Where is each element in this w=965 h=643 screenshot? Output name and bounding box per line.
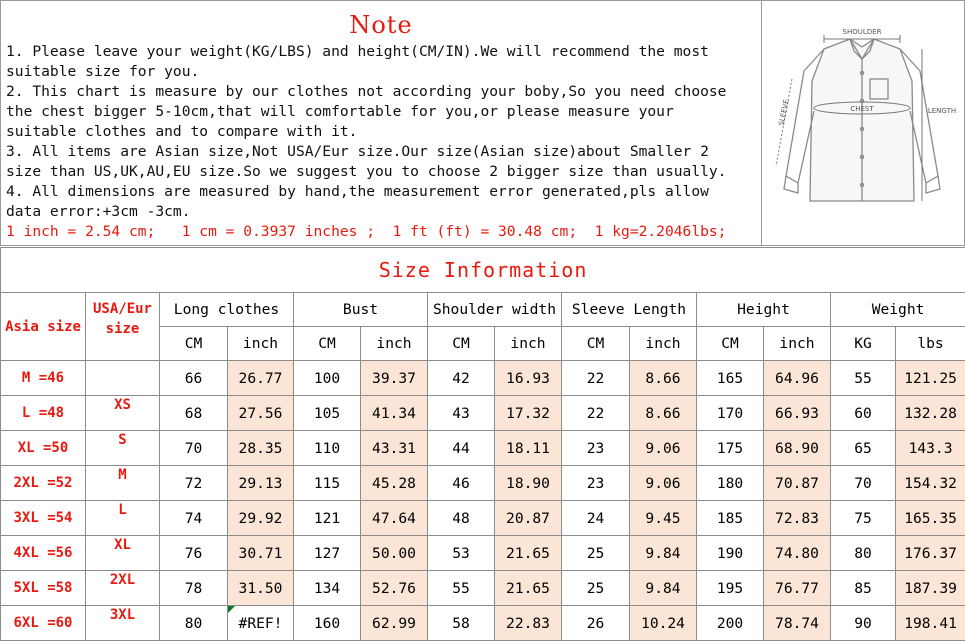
unit-header: inch [630, 327, 697, 361]
value-cell: 85 [831, 571, 896, 606]
value-cell: 72 [160, 466, 228, 501]
value-cell: 9.84 [630, 571, 697, 606]
value-cell: 47.64 [361, 501, 428, 536]
usa-size-cell [86, 501, 160, 536]
value-cell: 46 [428, 466, 495, 501]
usa-size-label: 3XL [109, 607, 136, 623]
value-cell: 9.84 [630, 536, 697, 571]
shoulder-label: SHOULDER [842, 28, 882, 36]
sleeve-label: SLEEVE [777, 98, 791, 127]
value-cell: 30.71 [228, 536, 294, 571]
unit-header: lbs [896, 327, 965, 361]
usa-size-label: M [118, 467, 127, 483]
unit-header: inch [228, 327, 294, 361]
value-cell: 190 [697, 536, 764, 571]
value-cell: 66 [160, 361, 228, 396]
usa-size-cell [86, 431, 160, 466]
unit-header: inch [495, 327, 562, 361]
value-cell: 24 [562, 501, 630, 536]
value-cell: 53 [428, 536, 495, 571]
value-cell: 121 [294, 501, 361, 536]
note-panel [0, 0, 762, 246]
value-cell: 80 [160, 606, 228, 641]
value-cell: 55 [428, 571, 495, 606]
conversion-line: 1 inch = 2.54 cm; 1 cm = 0.3937 inches ; 1 ft (ft) = 30.48 cm; 1 kg=2.2046lbs; [6, 223, 727, 240]
asia-size-cell: 2XL =52 [1, 466, 86, 501]
table-row [1, 466, 965, 501]
value-cell: 65 [831, 431, 896, 466]
asia-size-cell: 5XL =58 [1, 571, 86, 606]
value-cell: 18.90 [495, 466, 562, 501]
shirt-icon [762, 1, 965, 247]
asia-size-cell: 4XL =56 [1, 536, 86, 571]
asia-size-header: Asia size [1, 293, 86, 361]
usa-size-header: USA/Eur size [86, 293, 160, 361]
value-cell: 70 [831, 466, 896, 501]
value-cell: 154.32 [896, 466, 965, 501]
value-cell: 26.77 [228, 361, 294, 396]
value-cell: 75 [831, 501, 896, 536]
unit-header: inch [361, 327, 428, 361]
value-cell: 176.37 [896, 536, 965, 571]
usa-size-label: XS [114, 397, 131, 413]
value-cell: 165.35 [896, 501, 965, 536]
value-cell: 39.37 [361, 361, 428, 396]
usa-size-cell [86, 571, 160, 606]
value-cell: 66.93 [764, 396, 831, 431]
unit-header: CM [562, 327, 630, 361]
value-cell: 68 [160, 396, 228, 431]
table-row [1, 536, 965, 571]
value-cell: 22 [562, 361, 630, 396]
value-cell: 48 [428, 501, 495, 536]
value-cell: 9.45 [630, 501, 697, 536]
value-cell: 55 [831, 361, 896, 396]
shirt-diagram [762, 0, 965, 246]
group-header: Bust [294, 293, 428, 327]
value-cell: 26 [562, 606, 630, 641]
value-cell: 60 [831, 396, 896, 431]
note-line: suitable size for you. [6, 63, 200, 80]
group-header: Height [697, 293, 831, 327]
value-cell: 52.76 [361, 571, 428, 606]
usa-size-cell [86, 361, 160, 396]
unit-header: KG [831, 327, 896, 361]
value-cell: 17.32 [495, 396, 562, 431]
value-cell: 121.25 [896, 361, 965, 396]
value-cell: 64.96 [764, 361, 831, 396]
value-cell: 50.00 [361, 536, 428, 571]
value-cell: 127 [294, 536, 361, 571]
value-cell: 45.28 [361, 466, 428, 501]
usa-size-cell [86, 396, 160, 431]
value-cell: 78.74 [764, 606, 831, 641]
chest-label: CHEST [850, 105, 874, 113]
table-row [1, 431, 965, 466]
error-marker [228, 606, 235, 613]
note-line: 1. Please leave your weight(KG/LBS) and height(CM/IN).We will recommend the most [6, 43, 709, 60]
value-cell: 29.13 [228, 466, 294, 501]
value-cell: 80 [831, 536, 896, 571]
note-line: the chest bigger 5-10cm,that will comfortable for you,or please measure your [6, 103, 674, 120]
value-cell: 20.87 [495, 501, 562, 536]
note-line: 4. All dimensions are measured by hand,the measurement error generated,pls allow [6, 183, 709, 200]
value-cell: 9.06 [630, 431, 697, 466]
value-cell: 187.39 [896, 571, 965, 606]
value-cell: 22 [562, 396, 630, 431]
value-cell: 76 [160, 536, 228, 571]
value-cell: 31.50 [228, 571, 294, 606]
table-row [1, 361, 965, 396]
value-cell: 180 [697, 466, 764, 501]
value-cell: 134 [294, 571, 361, 606]
value-cell: 90 [831, 606, 896, 641]
asia-size-cell: 6XL =60 [1, 606, 86, 641]
value-cell: 200 [697, 606, 764, 641]
asia-size-cell: M =46 [1, 361, 86, 396]
usa-size-label: 2XL [109, 572, 136, 588]
value-text: #REF! [238, 614, 283, 632]
value-cell: 28.35 [228, 431, 294, 466]
value-cell [228, 606, 294, 641]
note-line: size than US,UK,AU,EU size.So we suggest you to choose 2 bigger size than usually. [6, 163, 727, 180]
usa-size-cell [86, 536, 160, 571]
value-cell: 18.11 [495, 431, 562, 466]
asia-size-cell: XL =50 [1, 431, 86, 466]
value-cell: 70 [160, 431, 228, 466]
table-row [1, 501, 965, 536]
unit-header: inch [764, 327, 831, 361]
value-cell: 10.24 [630, 606, 697, 641]
table-row [1, 606, 965, 641]
value-cell: 8.66 [630, 361, 697, 396]
usa-size-label: XL [114, 537, 131, 553]
length-label: LENGTH [927, 107, 957, 115]
value-cell: 170 [697, 396, 764, 431]
value-cell: 41.34 [361, 396, 428, 431]
value-cell: 23 [562, 466, 630, 501]
unit-header: CM [428, 327, 495, 361]
value-cell: 27.56 [228, 396, 294, 431]
value-cell: 68.90 [764, 431, 831, 466]
value-cell: 42 [428, 361, 495, 396]
value-cell: 22.83 [495, 606, 562, 641]
table-title: Size Information [1, 248, 965, 293]
value-cell: 21.65 [495, 571, 562, 606]
value-cell: 160 [294, 606, 361, 641]
value-cell: 115 [294, 466, 361, 501]
value-cell: 58 [428, 606, 495, 641]
value-cell: 16.93 [495, 361, 562, 396]
value-cell: 198.41 [896, 606, 965, 641]
value-cell: 62.99 [361, 606, 428, 641]
value-cell: 44 [428, 431, 495, 466]
size-table [0, 247, 965, 641]
table-row [1, 571, 965, 606]
note-line: 3. All items are Asian size,Not USA/Eur size.Our size(Asian size)about Smaller 2 [6, 143, 709, 160]
value-cell: 105 [294, 396, 361, 431]
value-cell: 23 [562, 431, 630, 466]
note-line: suitable clothes and to compare with it. [6, 123, 358, 140]
group-header: Long clothes [160, 293, 294, 327]
group-header: Weight [831, 293, 965, 327]
note-line: data error:+3cm -3cm. [6, 203, 191, 220]
value-cell: 110 [294, 431, 361, 466]
value-cell: 72.83 [764, 501, 831, 536]
value-cell: 195 [697, 571, 764, 606]
value-cell: 74 [160, 501, 228, 536]
value-cell: 43.31 [361, 431, 428, 466]
value-cell: 74.80 [764, 536, 831, 571]
note-title: Note [349, 11, 413, 39]
group-header: Sleeve Length [562, 293, 697, 327]
value-cell: 9.06 [630, 466, 697, 501]
value-cell: 8.66 [630, 396, 697, 431]
note-line: 2. This chart is measure by our clothes not according your boby,So you need choose [6, 83, 727, 100]
unit-header: CM [697, 327, 764, 361]
value-cell: 185 [697, 501, 764, 536]
usa-size-label: L [118, 502, 127, 518]
asia-size-cell: 3XL =54 [1, 501, 86, 536]
value-cell: 21.65 [495, 536, 562, 571]
value-cell: 78 [160, 571, 228, 606]
usa-size-cell [86, 606, 160, 641]
value-cell: 43 [428, 396, 495, 431]
usa-size-cell [86, 466, 160, 501]
value-cell: 165 [697, 361, 764, 396]
value-cell: 100 [294, 361, 361, 396]
table-row [1, 396, 965, 431]
unit-header: CM [160, 327, 228, 361]
group-header: Shoulder width [428, 293, 562, 327]
usa-size-label: S [118, 432, 127, 448]
value-cell: 25 [562, 536, 630, 571]
value-cell: 143.3 [896, 431, 965, 466]
unit-header: CM [294, 327, 361, 361]
value-cell: 132.28 [896, 396, 965, 431]
asia-size-cell: L =48 [1, 396, 86, 431]
value-cell: 25 [562, 571, 630, 606]
value-cell: 76.77 [764, 571, 831, 606]
value-cell: 175 [697, 431, 764, 466]
value-cell: 29.92 [228, 501, 294, 536]
value-cell: 70.87 [764, 466, 831, 501]
